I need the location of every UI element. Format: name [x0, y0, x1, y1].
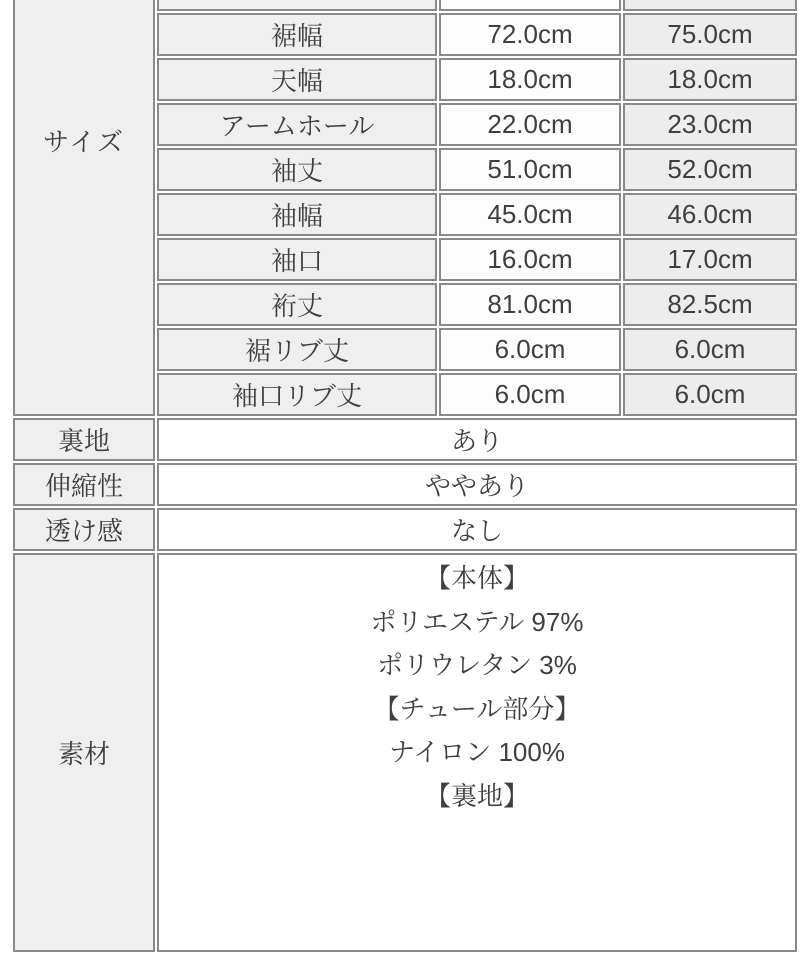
measure-name-cell: 裄丈	[157, 283, 437, 326]
material-line: ポリウレタン 3%	[377, 650, 577, 680]
info-value-cell: なし	[157, 508, 797, 551]
measure-value-1-cell: 6.0cm	[439, 328, 621, 371]
measure-value-2-cell: 18.0cm	[623, 58, 797, 101]
material-content-cell	[157, 553, 797, 952]
measure-value-1-cell: 45.0cm	[439, 193, 621, 236]
measure-value-1-cell	[439, 0, 621, 11]
table-row	[13, 463, 797, 506]
size-category-label: サイズ	[43, 127, 125, 157]
table-row	[13, 508, 797, 551]
info-value-cell: あり	[157, 418, 797, 461]
measure-value-2-cell	[623, 0, 797, 11]
measure-name-cell: 袖丈	[157, 148, 437, 191]
measure-value-1-cell: 6.0cm	[439, 373, 621, 416]
measure-name-cell: 袖口	[157, 238, 437, 281]
info-value-cell: ややあり	[157, 463, 797, 506]
table-row	[13, 553, 797, 952]
measure-name-cell: 袖幅	[157, 193, 437, 236]
measure-value-2-cell: 6.0cm	[623, 373, 797, 416]
measure-value-1-cell: 22.0cm	[439, 103, 621, 146]
material-line: 【裏地】	[424, 780, 529, 811]
measure-name-cell: 天幅	[157, 58, 437, 101]
measure-name-cell: 裾リブ丈	[157, 328, 437, 371]
measure-value-1-cell: 81.0cm	[439, 283, 621, 326]
measure-value-1-cell: 16.0cm	[439, 238, 621, 281]
measure-name-cell: 袖口リブ丈	[157, 373, 437, 416]
material-line: 【チュール部分】	[373, 693, 581, 724]
product-spec-table	[11, 0, 799, 954]
measure-name-cell	[157, 0, 437, 11]
measure-name-cell: 裾幅	[157, 13, 437, 56]
info-label-cell: 裏地	[13, 418, 155, 461]
material-line: 【本体】	[424, 563, 529, 593]
measure-value-2-cell: 6.0cm	[623, 328, 797, 371]
material-line: ポリエステル 97%	[370, 606, 584, 637]
size-category-cell	[13, 0, 155, 416]
measure-value-2-cell: 23.0cm	[623, 103, 797, 146]
measure-name-cell: アームホール	[157, 103, 437, 146]
info-label-cell: 伸縮性	[13, 463, 155, 506]
measure-value-2-cell: 52.0cm	[623, 148, 797, 191]
measure-value-2-cell: 82.5cm	[623, 283, 797, 326]
table-row	[13, 418, 797, 461]
measure-value-2-cell: 17.0cm	[623, 238, 797, 281]
measure-value-2-cell: 46.0cm	[623, 193, 797, 236]
info-label-cell: 透け感	[13, 508, 155, 551]
material-label-cell: 素材	[13, 553, 155, 952]
measure-value-1-cell: 51.0cm	[439, 148, 621, 191]
measure-value-1-cell: 72.0cm	[439, 13, 621, 56]
spec-sheet	[11, 0, 799, 954]
material-line: ナイロン 100%	[389, 737, 565, 767]
measure-value-2-cell: 75.0cm	[623, 13, 797, 56]
measure-value-1-cell: 18.0cm	[439, 58, 621, 101]
table-row-clipped	[13, 0, 797, 11]
